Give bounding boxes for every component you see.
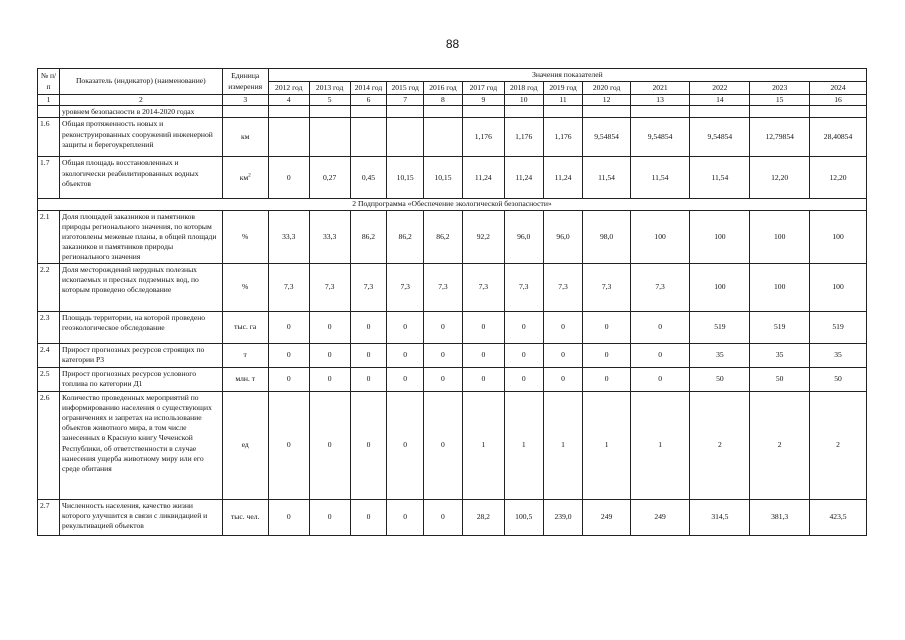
value-cell: 100 [810, 210, 867, 263]
section-title: 2 Подпрограмма «Обеспечение экологической безопасности» [38, 199, 867, 210]
value-cell [222, 106, 268, 118]
value-cell: 100 [750, 210, 810, 263]
value-cell: 0 [268, 157, 309, 199]
value-cell: 86,2 [387, 210, 424, 263]
value-cell [309, 106, 350, 118]
value-cell: 35 [810, 343, 867, 367]
unit-cell: млн. т [222, 367, 268, 391]
column-number: 6 [350, 95, 387, 106]
value-cell: 0 [268, 499, 309, 535]
value-cell [424, 106, 463, 118]
value-cell: 100 [630, 210, 690, 263]
column-number: 15 [750, 95, 810, 106]
value-cell: 12,20 [810, 157, 867, 199]
value-cell: 0 [350, 343, 387, 367]
year-header: 2018 год [504, 82, 543, 95]
value-cell [350, 106, 387, 118]
continuation-text: уровнем безопасности в 2014-2020 годах [60, 106, 223, 118]
indicator-name: Численность населения, качество жизни которого улучшится в связи с ликвидацией и рекультивацией объектов [60, 499, 223, 535]
value-cell: 0 [630, 367, 690, 391]
value-cell: 35 [690, 343, 750, 367]
year-header: 2020 год [583, 82, 630, 95]
value-cell: 86,2 [424, 210, 463, 263]
value-cell: 7,3 [268, 263, 309, 311]
value-cell: 0 [583, 367, 630, 391]
year-header: 2015 год [387, 82, 424, 95]
column-number: 4 [268, 95, 309, 106]
value-cell: 519 [810, 311, 867, 343]
value-cell: 0 [309, 499, 350, 535]
value-cell [810, 106, 867, 118]
table-row [38, 343, 867, 367]
value-cell: 12,20 [750, 157, 810, 199]
indicator-name: Доля месторождений нерудных полезных ископаемых и пресных подземных вод, по которым проведено обследование [60, 263, 223, 311]
value-cell: 0 [268, 367, 309, 391]
indicator-name: Прирост прогнозных ресурсов условного топлива по категории Д1 [60, 367, 223, 391]
value-cell: 1 [630, 391, 690, 499]
value-cell: 0,45 [350, 157, 387, 199]
value-cell: 0 [504, 367, 543, 391]
column-number: 10 [504, 95, 543, 106]
column-number: 5 [309, 95, 350, 106]
column-number: 7 [387, 95, 424, 106]
row-number: 2.7 [38, 499, 60, 535]
value-cell: 11,24 [504, 157, 543, 199]
value-cell: 1,176 [504, 118, 543, 157]
value-cell: 0 [309, 391, 350, 499]
column-number: 2 [60, 95, 223, 106]
value-cell: 7,3 [583, 263, 630, 311]
value-cell: 0 [462, 367, 504, 391]
value-cell: 2 [810, 391, 867, 499]
value-cell: 0 [387, 311, 424, 343]
value-cell: 0 [309, 311, 350, 343]
value-cell: 0 [583, 311, 630, 343]
value-cell: 96,0 [504, 210, 543, 263]
value-cell: 28,2 [462, 499, 504, 535]
value-cell: 0 [543, 311, 583, 343]
value-cell: 0 [387, 343, 424, 367]
value-cell: 249 [583, 499, 630, 535]
table-row [38, 118, 867, 157]
table-row [38, 499, 867, 535]
section-row [38, 199, 867, 210]
value-cell: 11,54 [630, 157, 690, 199]
column-number: 8 [424, 95, 463, 106]
row-number: 2.5 [38, 367, 60, 391]
value-cell: 7,3 [424, 263, 463, 311]
table-row [38, 367, 867, 391]
indicator-name: Доля площадей заказников и памятников природы регионального значения, по которым изготовлены межевые планы, в общей площади заказников и памятников природы регионального значения [60, 210, 223, 263]
value-cell: 0 [424, 367, 463, 391]
value-cell: 7,3 [350, 263, 387, 311]
value-cell [387, 118, 424, 157]
value-cell: 11,54 [690, 157, 750, 199]
unit-cell: тыс. чел. [222, 499, 268, 535]
indicator-name: Площадь территории, на которой проведено геоэкологическое обследование [60, 311, 223, 343]
value-cell: 249 [630, 499, 690, 535]
value-cell: 0 [583, 343, 630, 367]
value-cell: 7,3 [462, 263, 504, 311]
header-values: Значения показателей [268, 69, 866, 82]
value-cell: 0 [350, 499, 387, 535]
value-cell [630, 106, 690, 118]
header-unit: Единица измерения [222, 69, 268, 95]
value-cell [543, 106, 583, 118]
value-cell: 11,54 [583, 157, 630, 199]
value-cell [350, 118, 387, 157]
value-cell: 314,5 [690, 499, 750, 535]
unit-cell: км [222, 118, 268, 157]
year-header: 2013 год [309, 82, 350, 95]
value-cell: 239,0 [543, 499, 583, 535]
value-cell: 11,24 [543, 157, 583, 199]
value-cell: 28,40854 [810, 118, 867, 157]
value-cell: 1 [583, 391, 630, 499]
table-row [38, 391, 867, 499]
table-row [38, 263, 867, 311]
year-header: 2017 год [462, 82, 504, 95]
value-cell: 96,0 [543, 210, 583, 263]
year-header: 2014 год [350, 82, 387, 95]
value-cell: 0 [350, 391, 387, 499]
value-cell: 0 [543, 367, 583, 391]
value-cell: 1 [504, 391, 543, 499]
value-cell: 1 [543, 391, 583, 499]
row-number: 2.2 [38, 263, 60, 311]
value-cell: 0 [424, 391, 463, 499]
indicator-name: Общая протяженность новых и реконструированных сооружений инженерной защиты и берегоукреплений [60, 118, 223, 157]
value-cell: 9,54854 [583, 118, 630, 157]
value-cell [268, 106, 309, 118]
table-row [38, 311, 867, 343]
year-header: 2023 [750, 82, 810, 95]
column-number: 3 [222, 95, 268, 106]
value-cell: 100 [750, 263, 810, 311]
value-cell: 0 [424, 499, 463, 535]
year-header: 2024 [810, 82, 867, 95]
unit-cell: $км^2$ [222, 157, 268, 199]
unit-cell: % [222, 210, 268, 263]
value-cell: 0 [630, 311, 690, 343]
value-cell [309, 118, 350, 157]
year-header: 2012 год [268, 82, 309, 95]
value-cell [424, 118, 463, 157]
header-indicator: Показатель (индикатор) (наименование) [60, 69, 223, 95]
value-cell: 0 [543, 343, 583, 367]
value-cell: 10,15 [424, 157, 463, 199]
value-cell: 86,2 [350, 210, 387, 263]
value-cell: 0 [504, 343, 543, 367]
value-cell: 7,3 [630, 263, 690, 311]
value-cell [268, 118, 309, 157]
value-cell: 7,3 [387, 263, 424, 311]
indicator-name: Прирост прогнозных ресурсов строящих по категории Р3 [60, 343, 223, 367]
header-num: № п/п [38, 69, 60, 95]
value-cell [690, 106, 750, 118]
value-cell: 0 [462, 343, 504, 367]
row-number: 1.6 [38, 118, 60, 157]
year-header: 2016 год [424, 82, 463, 95]
value-cell: 7,3 [543, 263, 583, 311]
value-cell [504, 106, 543, 118]
value-cell: 0 [350, 311, 387, 343]
year-header: 2019 год [543, 82, 583, 95]
value-cell: 0 [268, 391, 309, 499]
value-cell: 0 [630, 343, 690, 367]
value-cell: 7,3 [504, 263, 543, 311]
column-number: 1 [38, 95, 60, 106]
year-header: 2022 [690, 82, 750, 95]
column-number: 13 [630, 95, 690, 106]
column-number: 14 [690, 95, 750, 106]
row-number: 1.7 [38, 157, 60, 199]
value-cell: 0 [387, 391, 424, 499]
value-cell: 1,176 [462, 118, 504, 157]
value-cell: 50 [810, 367, 867, 391]
value-cell [387, 106, 424, 118]
unit-cell: тыс. га [222, 311, 268, 343]
row-number: 2.6 [38, 391, 60, 499]
value-cell: 12,79854 [750, 118, 810, 157]
indicator-name: Общая площадь восстановленных и экологически реабилитированных водных объектов [60, 157, 223, 199]
table-row [38, 157, 867, 199]
unit-cell: ед [222, 391, 268, 499]
row-number [38, 106, 60, 118]
value-cell: 0 [387, 499, 424, 535]
value-cell: 100 [690, 210, 750, 263]
value-cell: 0 [268, 343, 309, 367]
unit-cell: % [222, 263, 268, 311]
value-cell: 0,27 [309, 157, 350, 199]
column-number: 9 [462, 95, 504, 106]
value-cell: 9,54854 [690, 118, 750, 157]
value-cell: 33,3 [268, 210, 309, 263]
value-cell: 0 [462, 311, 504, 343]
value-cell: 10,15 [387, 157, 424, 199]
page-number: 88 [445, 37, 460, 51]
value-cell: 1 [462, 391, 504, 499]
row-number: 2.3 [38, 311, 60, 343]
column-number: 11 [543, 95, 583, 106]
value-cell: 0 [504, 311, 543, 343]
value-cell: 0 [424, 343, 463, 367]
indicators-table [37, 68, 867, 536]
value-cell: 100 [810, 263, 867, 311]
value-cell: 50 [750, 367, 810, 391]
value-cell: 0 [387, 367, 424, 391]
value-cell: 11,24 [462, 157, 504, 199]
year-header: 2021 [630, 82, 690, 95]
column-number: 12 [583, 95, 630, 106]
column-number: 16 [810, 95, 867, 106]
value-cell: 0 [350, 367, 387, 391]
value-cell: 35 [750, 343, 810, 367]
value-cell: 519 [690, 311, 750, 343]
value-cell: 98,0 [583, 210, 630, 263]
value-cell: 9,54854 [630, 118, 690, 157]
value-cell: 92,2 [462, 210, 504, 263]
unit-cell: т [222, 343, 268, 367]
table-row [38, 210, 867, 263]
value-cell [583, 106, 630, 118]
value-cell: 0 [309, 367, 350, 391]
value-cell: 519 [750, 311, 810, 343]
value-cell: 423,5 [810, 499, 867, 535]
value-cell: 0 [309, 343, 350, 367]
indicator-name: Количество проведенных мероприятий по информированию населения о существующих ограничениях и запретах на использование объектов животного мира, в том числе занесенных в Красную книгу Чеченской Республики, об ответственности в случае нанесения ущерба животному миру или его среде обитания [60, 391, 223, 499]
value-cell: 381,3 [750, 499, 810, 535]
value-cell [750, 106, 810, 118]
value-cell: 100 [690, 263, 750, 311]
row-number: 2.4 [38, 343, 60, 367]
value-cell: 100,5 [504, 499, 543, 535]
value-cell: 0 [268, 311, 309, 343]
value-cell: 0 [424, 311, 463, 343]
value-cell: 1,176 [543, 118, 583, 157]
value-cell: 33,3 [309, 210, 350, 263]
value-cell: 2 [750, 391, 810, 499]
table-row [38, 106, 867, 118]
value-cell: 50 [690, 367, 750, 391]
value-cell: 7,3 [309, 263, 350, 311]
value-cell: 2 [690, 391, 750, 499]
value-cell [462, 106, 504, 118]
row-number: 2.1 [38, 210, 60, 263]
